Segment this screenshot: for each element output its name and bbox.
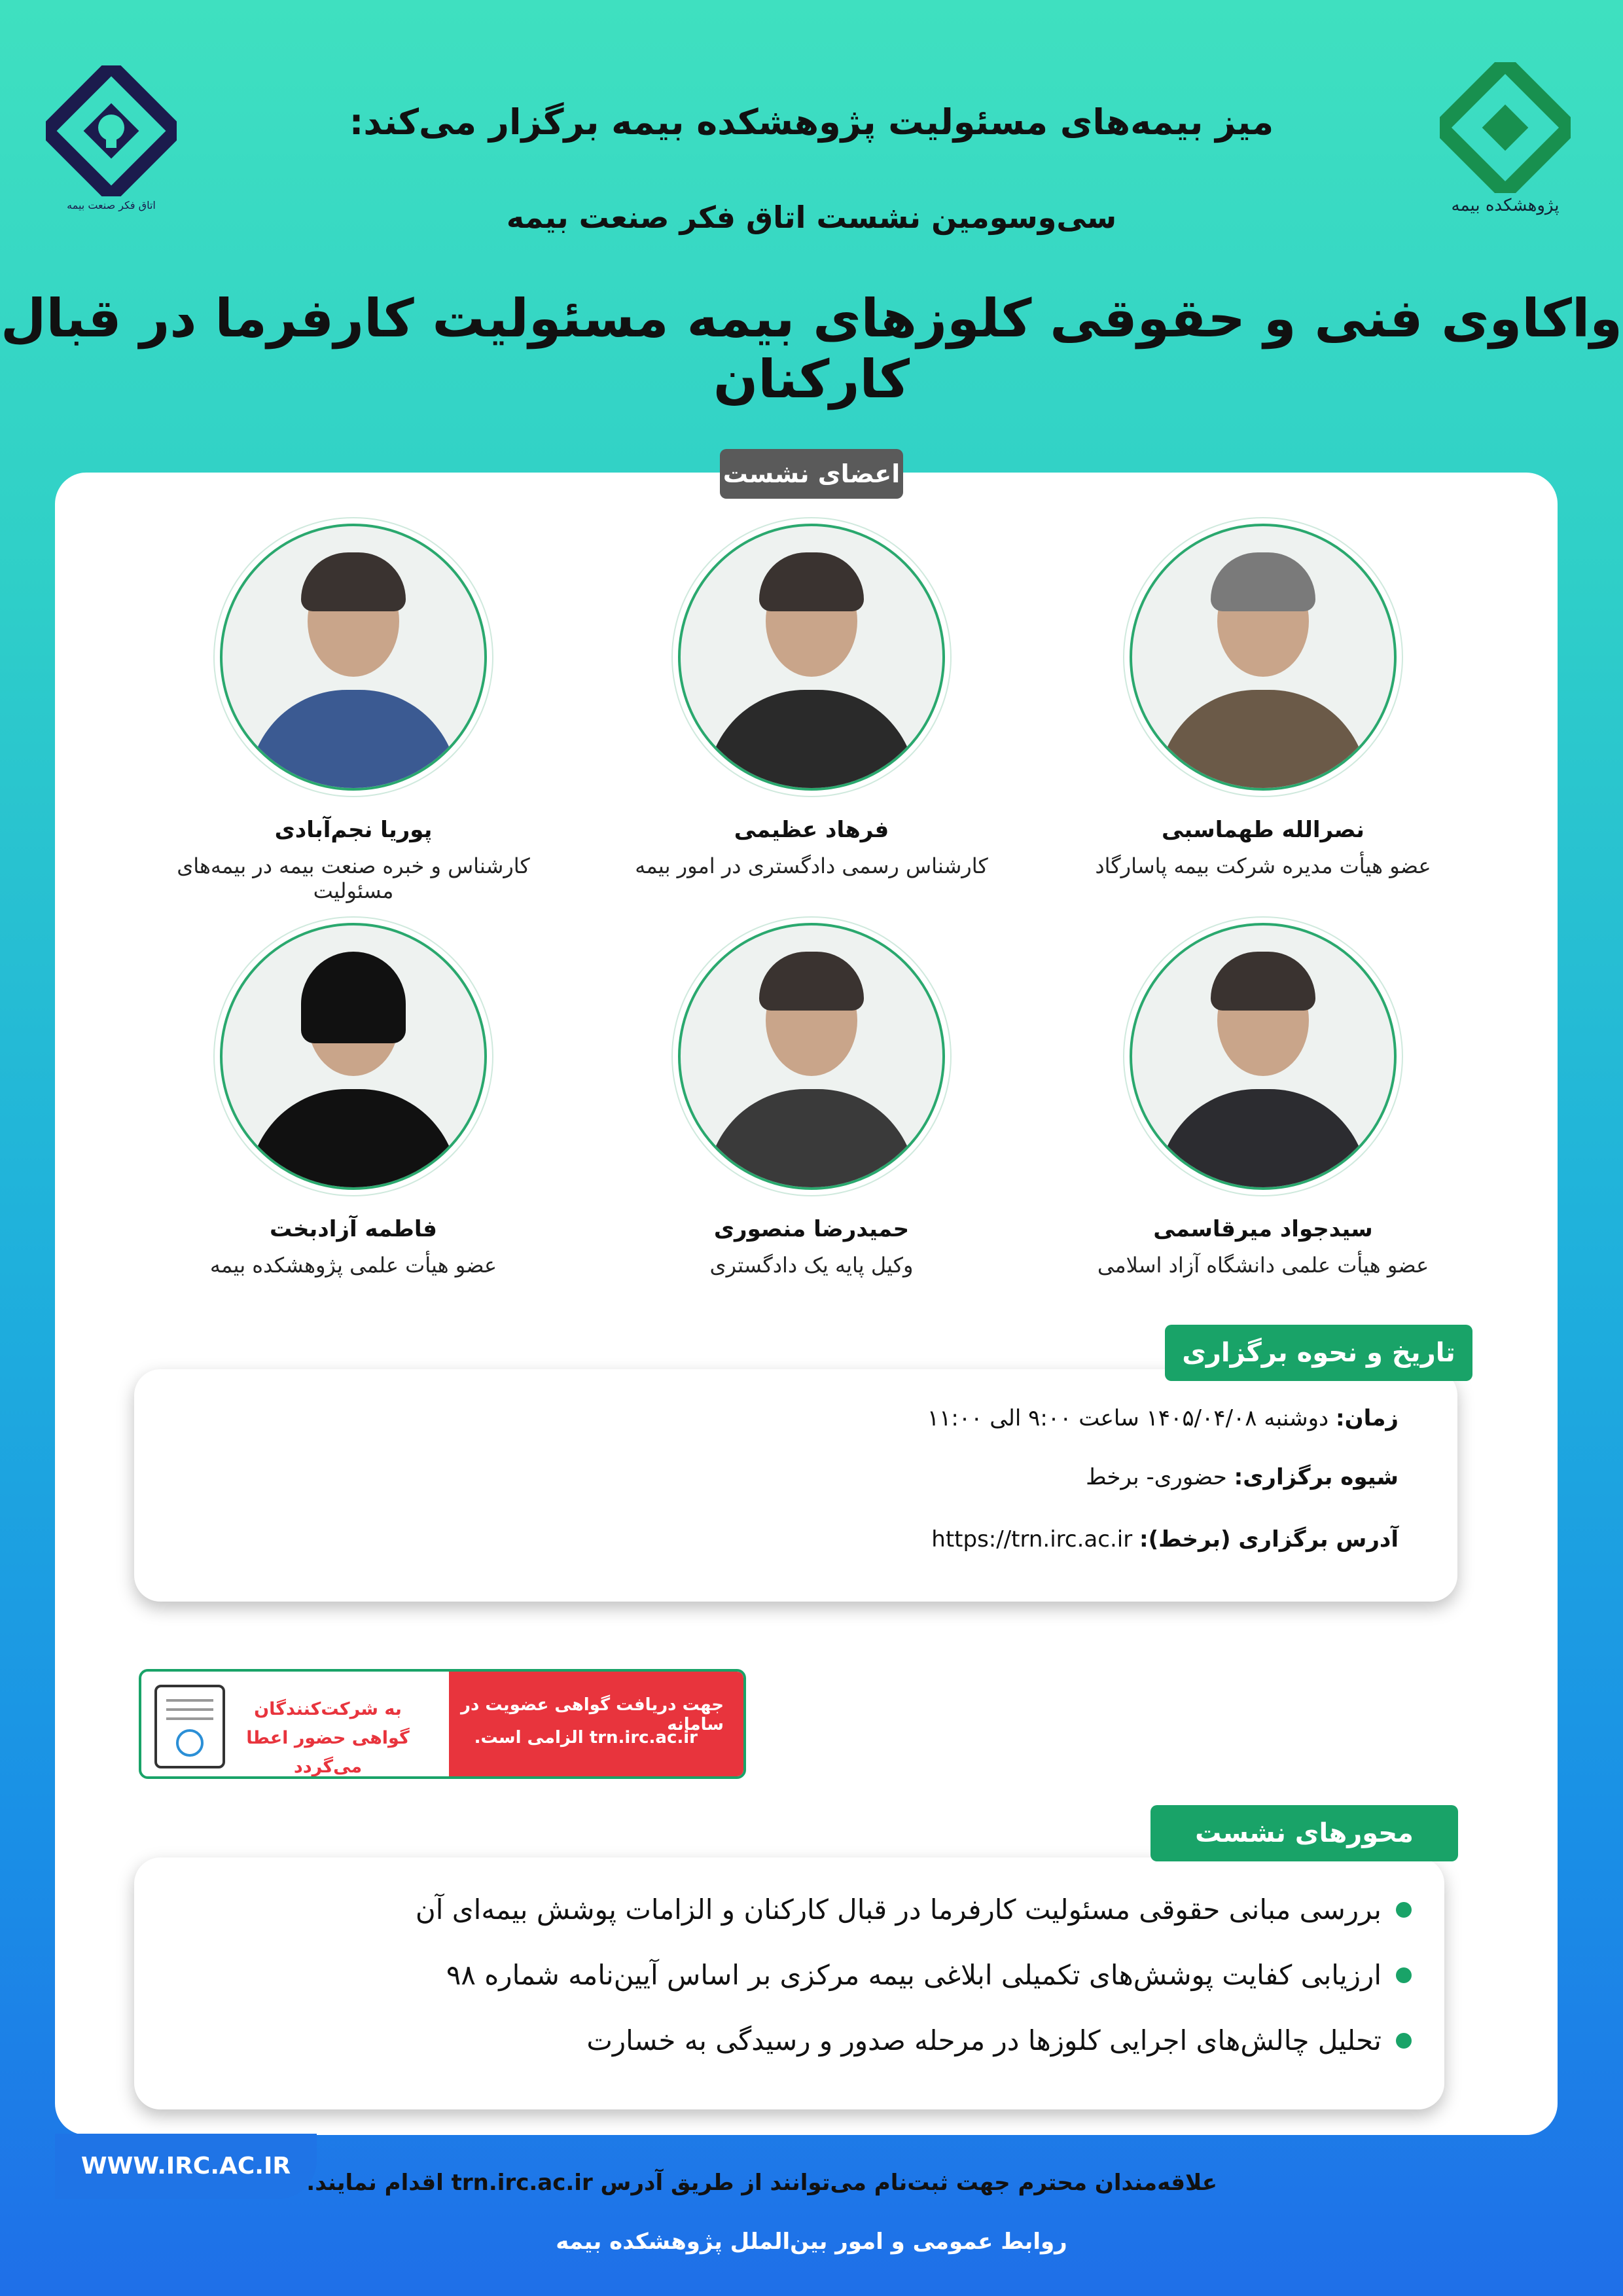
website-link[interactable]: WWW.IRC.AC.IR xyxy=(55,2134,317,2199)
address-link[interactable]: https://trn.irc.ac.ir xyxy=(931,1526,1133,1552)
member-card xyxy=(1067,923,1459,1278)
bullet-icon xyxy=(1396,1902,1412,1918)
member-photo xyxy=(678,923,945,1190)
member-role: وکیل پایه یک دادگستری xyxy=(709,1253,914,1278)
time-value: دوشنبه ۱۴۰۵/۰۴/۰۸ ساعت ۹:۰۰ الی ۱۱:۰۰ xyxy=(927,1405,1329,1431)
time-label: زمان: xyxy=(1335,1405,1399,1431)
member-name: پوریا نجم‌آبادی xyxy=(274,817,433,843)
member-card xyxy=(615,923,1008,1278)
department-name: روابط عمومی و امور بین‌الملل پژوهشکده بیمه xyxy=(556,2229,1067,2255)
certificate-red-panel xyxy=(449,1672,743,1776)
mode-label: شیوه برگزاری: xyxy=(1234,1464,1399,1490)
member-card xyxy=(1067,524,1459,878)
mode-row xyxy=(1086,1464,1399,1490)
certificate-text xyxy=(220,1695,436,1779)
member-photo xyxy=(220,524,487,791)
registration-note: علاقه‌مندان محترم جهت ثبت‌نام می‌توانند از طریق آدرس trn.irc.ac.ir اقدام نمایند. xyxy=(306,2170,1217,2196)
certificate-icon xyxy=(154,1685,225,1768)
topic-item xyxy=(416,1893,1412,1926)
cert-text-line1: به شرکت‌کنندگان xyxy=(254,1699,402,1719)
member-name: نصرالله طهماسبی xyxy=(1162,817,1364,843)
member-name: سیدجواد میرقاسمی xyxy=(1153,1216,1373,1242)
topics-tag: محورهای نشست xyxy=(1150,1805,1458,1861)
topic-text: بررسی مبانی حقوقی مسئولیت کارفرما در قبال کارکنان و الزامات پوشش بیمه‌ای آن xyxy=(415,1893,1382,1926)
topic-item xyxy=(586,2024,1412,2056)
member-role: عضو هیأت مدیره شرکت بیمه پاسارگاد xyxy=(1095,853,1431,878)
member-photo xyxy=(1130,524,1397,791)
topic-text: تحلیل چالش‌های اجرایی کلوزها در مرحله صدور و رسیدگی به خسارت xyxy=(586,2024,1382,2056)
logo-right-caption: پژوهشکده بیمه xyxy=(1451,196,1560,215)
member-role: کارشناس رسمی دادگستری در امور بیمه xyxy=(635,853,988,878)
topic-item xyxy=(446,1959,1412,1991)
cert-text-line2: گواهی حضور اعطا می‌گردد xyxy=(246,1728,410,1777)
address-row xyxy=(931,1526,1399,1552)
time-row xyxy=(927,1405,1399,1431)
member-name: فرهاد عظیمی xyxy=(734,817,889,843)
member-card xyxy=(615,524,1008,878)
cert-red-line1: جهت دریافت گواهی عضویت در سامانه xyxy=(461,1695,724,1734)
members-tag: اعضای نشست xyxy=(720,449,903,499)
schedule-box xyxy=(134,1369,1457,1602)
mode-value: حضوری- برخط xyxy=(1086,1464,1227,1490)
page-title: واکاوی فنی و حقوقی کلوزهای بیمه مسئولیت کارفرما در قبال کارکنان xyxy=(1,288,1622,410)
member-card xyxy=(157,923,550,1278)
member-photo xyxy=(678,524,945,791)
organizer-line: میز بیمه‌های مسئولیت پژوهشکده بیمه برگزار می‌کند: xyxy=(349,101,1274,143)
member-name: حمیدرضا منصوری xyxy=(713,1216,910,1242)
member-photo xyxy=(1130,923,1397,1190)
bullet-icon xyxy=(1396,1967,1412,1983)
address-label: آدرس برگزاری (برخط): xyxy=(1139,1526,1399,1552)
bullet-icon xyxy=(1396,2033,1412,2049)
member-name: فاطمه آزادبخت xyxy=(270,1216,437,1242)
certificate-banner xyxy=(139,1669,746,1779)
session-number: سی‌وسومین نشست اتاق فکر صنعت بیمه xyxy=(506,200,1117,235)
member-role: عضو هیأت علمی پژوهشکده بیمه xyxy=(209,1253,497,1278)
member-card xyxy=(157,524,550,903)
member-photo xyxy=(220,923,487,1190)
topic-text: ارزیابی کفایت پوشش‌های تکمیلی ابلاغی بیمه مرکزی بر اساس آیین‌نامه شماره ۹۸ xyxy=(446,1959,1382,1991)
logo-left-caption: اتاق فکر صنعت بیمه xyxy=(67,199,156,211)
member-role: عضو هیأت علمی دانشگاه آزاد اسلامی xyxy=(1097,1253,1429,1278)
schedule-tag: تاریخ و نحوه برگزاری xyxy=(1165,1325,1472,1381)
member-role: کارشناس و خبره صنعت بیمه در بیمه‌های مسئولیت xyxy=(177,853,530,903)
topics-box xyxy=(134,1857,1444,2109)
cert-red-line2: trn.irc.ac.ir الزامی است. xyxy=(474,1728,698,1748)
